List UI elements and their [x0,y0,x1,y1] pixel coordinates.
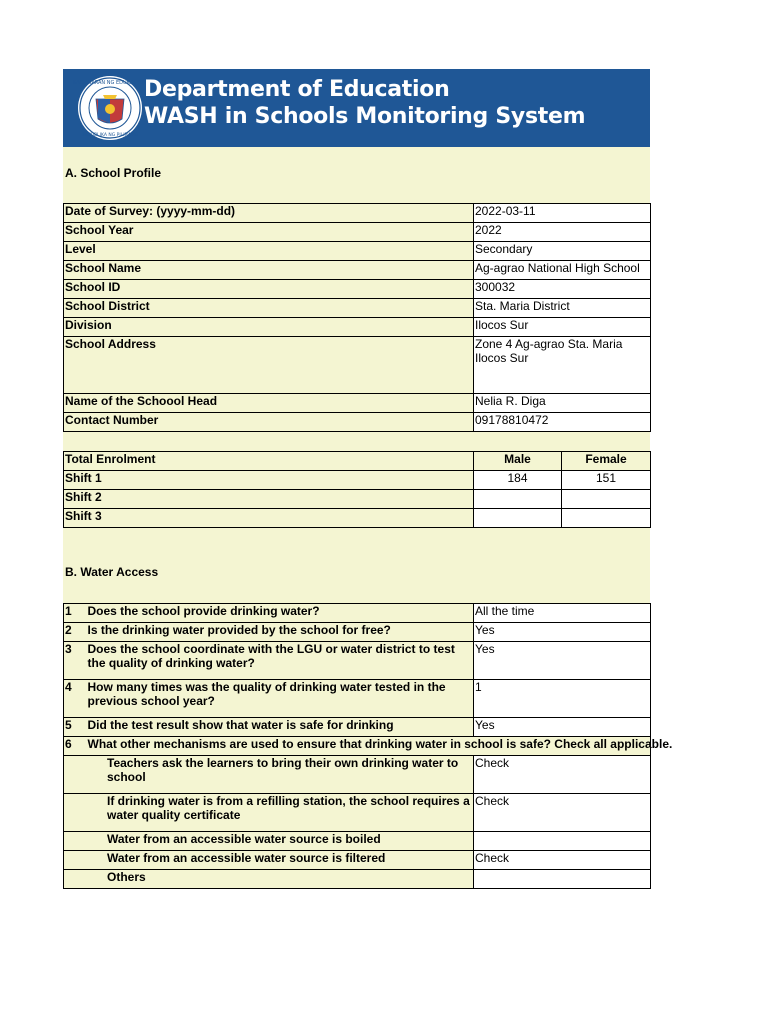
survey-sheet [63,69,673,889]
header-banner [63,69,650,147]
profile-label: Level [64,242,474,261]
profile-value-school-name-field[interactable]: Ag-agrao National High School [474,261,651,280]
table-row [64,623,651,642]
header-title [144,76,585,130]
option-check-field[interactable]: Check [474,756,651,794]
profile-value-division-field[interactable]: Ilocos Sur [474,318,651,337]
option-check-field[interactable]: Check [474,851,651,870]
header-title-line2: WASH in Schools Monitoring System [144,104,586,129]
enrolment-shift-label: Shift 3 [64,509,474,528]
table-row [64,261,651,280]
table-row [64,718,651,737]
table-row [64,299,651,318]
question-number: 5 [64,718,87,737]
table-row [64,756,651,794]
enrolment-shift-label: Shift 2 [64,490,474,509]
deped-seal-icon [73,75,147,141]
header-title-line1: Department of Education [144,77,450,102]
question-number: 3 [64,642,87,680]
profile-label: Division [64,318,474,337]
question-number: 1 [64,604,87,623]
table-row [64,794,651,832]
profile-label: Contact Number [64,413,474,432]
enrolment-female-field[interactable] [562,509,651,528]
option-check-field[interactable]: Check [474,794,651,832]
question-text: Is the drinking water provided by the school for free? [87,623,474,642]
option-text: If drinking water is from a refilling station, the school requires a water quality certificate [64,794,474,832]
profile-value-date-field[interactable]: 2022-03-11 [474,204,651,223]
enrolment-header-female: Female [562,452,651,471]
profile-label: Date of Survey: (yyyy-mm-dd) [64,204,474,223]
enrolment-female-field[interactable]: 151 [562,471,651,490]
profile-value-head-field[interactable]: Nelia R. Diga [474,394,651,413]
table-row [64,204,651,223]
question-number: 6 [64,737,87,756]
table-row [64,604,651,623]
svg-text:KAGAWARAN NG EDUKASYON: KAGAWARAN NG EDUKASYON [73,80,147,86]
option-text: Water from an accessible water source is filtered [64,851,474,870]
table-row [64,318,651,337]
table-row [64,337,651,394]
enrolment-male-field[interactable] [474,509,562,528]
question-text: Did the test result show that water is safe for drinking [87,718,474,737]
enrolment-header-label: Total Enrolment [64,452,474,471]
option-text: Others [64,870,474,889]
profile-label: Name of the Schoool Head [64,394,474,413]
question-text: Does the school provide drinking water? [87,604,474,623]
spacer-band [63,432,650,451]
table-row [64,851,651,870]
enrolment-table [63,451,651,528]
enrolment-male-field[interactable] [474,490,562,509]
option-check-field[interactable] [474,832,651,851]
section-a-band [63,147,650,203]
enrolment-shift-label: Shift 1 [64,471,474,490]
profile-value-school-year-field[interactable]: 2022 [474,223,651,242]
table-row [64,471,651,490]
profile-value-address-field[interactable]: Zone 4 Ag-agrao Sta. Maria Ilocos Sur [474,337,651,394]
option-check-field[interactable] [474,870,651,889]
table-row [64,509,651,528]
profile-label: School Name [64,261,474,280]
question-text: Does the school coordinate with the LGU or water district to test the quality of drinking water? [87,642,474,680]
profile-value-contact-field[interactable]: 09178810472 [474,413,651,432]
answer-field[interactable]: All the time [474,604,651,623]
table-row [64,737,651,756]
svg-text:REPUBLIKA NG PILIPINAS: REPUBLIKA NG PILIPINAS [82,133,138,138]
table-row [64,642,651,680]
profile-label: School District [64,299,474,318]
option-text: Water from an accessible water source is boiled [64,832,474,851]
table-row [64,870,651,889]
table-row [64,832,651,851]
question-number: 4 [64,680,87,718]
answer-field[interactable]: Yes [474,718,651,737]
table-row [64,280,651,299]
profile-label: School Address [64,337,474,394]
profile-value-school-id-field[interactable]: 300032 [474,280,651,299]
table-row [64,680,651,718]
section-a-title: A. School Profile [65,166,162,180]
enrolment-male-field[interactable]: 184 [474,471,562,490]
enrolment-header-male: Male [474,452,562,471]
table-header-row [64,452,651,471]
answer-field[interactable]: Yes [474,642,651,680]
question-number: 2 [64,623,87,642]
table-row [64,413,651,432]
section-b-title: B. Water Access [65,565,159,579]
question-text: What other mechanisms are used to ensure that drinking water in school is safe? Check all applicable. [87,737,651,756]
profile-value-district-field[interactable]: Sta. Maria District [474,299,651,318]
water-access-table [63,603,673,889]
table-row [64,394,651,413]
enrolment-female-field[interactable] [562,490,651,509]
option-text: Teachers ask the learners to bring their own drinking water to school [64,756,474,794]
answer-field[interactable]: Yes [474,623,651,642]
question-text: How many times was the quality of drinking water tested in the previous school year? [87,680,474,718]
profile-label: School ID [64,280,474,299]
profile-label: School Year [64,223,474,242]
school-profile-table [63,203,651,432]
answer-field[interactable]: 1 [474,680,651,718]
profile-value-level-field[interactable]: Secondary [474,242,651,261]
section-b-band [63,528,650,603]
table-row [64,223,651,242]
table-row [64,490,651,509]
table-row [64,242,651,261]
